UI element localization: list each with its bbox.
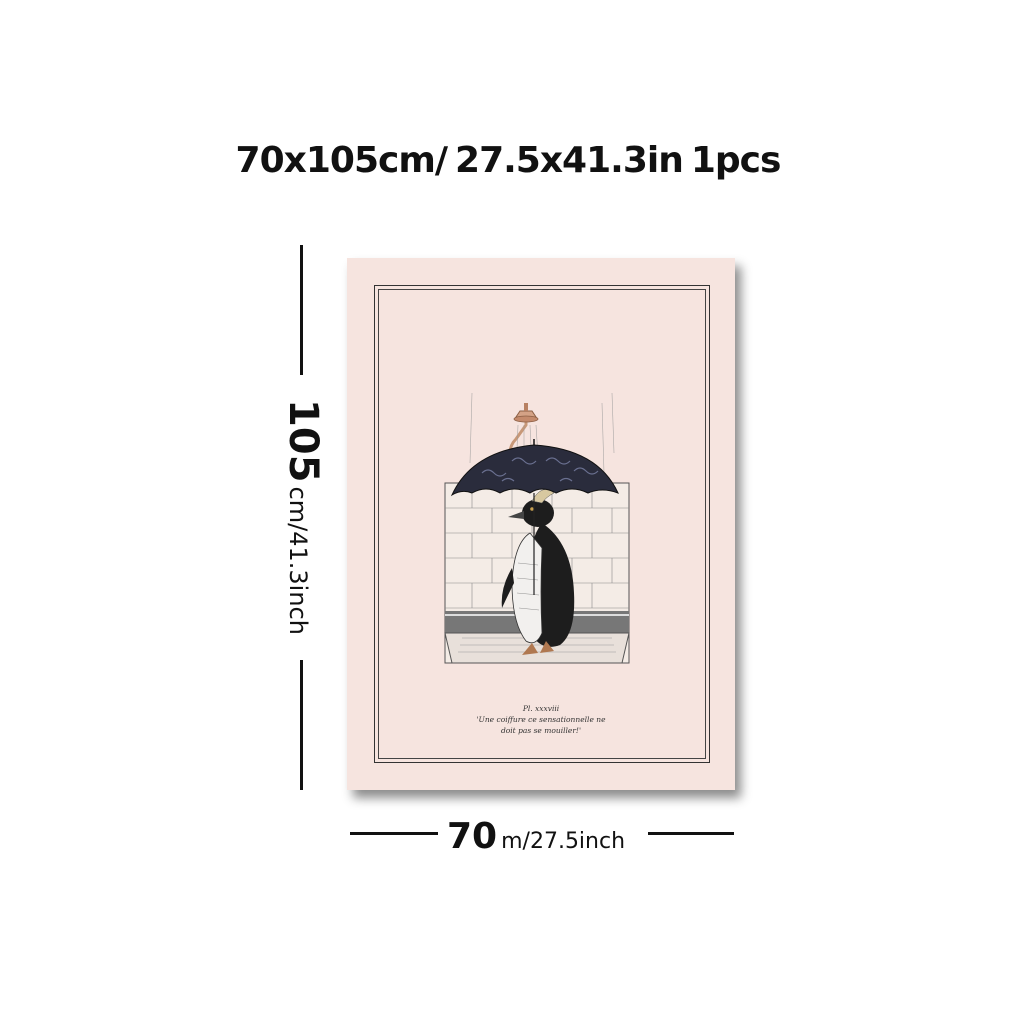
height-unit: cm/41.3inch	[284, 486, 312, 635]
caption-line-1: 'Une coiffure ce sensationnelle ne	[476, 715, 606, 724]
caption-plate: Pl. xxxviii	[522, 704, 560, 713]
poster-caption	[347, 703, 735, 736]
height-value: 105	[280, 399, 326, 483]
height-dimension-line-top	[300, 245, 303, 375]
width-dimension-label	[447, 816, 625, 857]
width-dimension-line-right	[648, 832, 734, 835]
width-value: 70	[447, 816, 498, 857]
size-headline	[0, 140, 1024, 181]
height-dimension-line-bottom	[300, 660, 303, 790]
caption-line-2: doit pas se mouiller!'	[500, 726, 582, 735]
width-unit: m/27.5inch	[501, 829, 626, 854]
penguin-illustration	[442, 333, 632, 683]
width-dimension-line-left	[350, 832, 438, 835]
quantity: 1pcs	[690, 140, 781, 181]
size-cm: 70x105cm/	[235, 140, 448, 181]
height-dimension-label	[280, 399, 326, 635]
size-in: 27.5x41.3in	[455, 140, 683, 181]
poster	[347, 258, 735, 790]
